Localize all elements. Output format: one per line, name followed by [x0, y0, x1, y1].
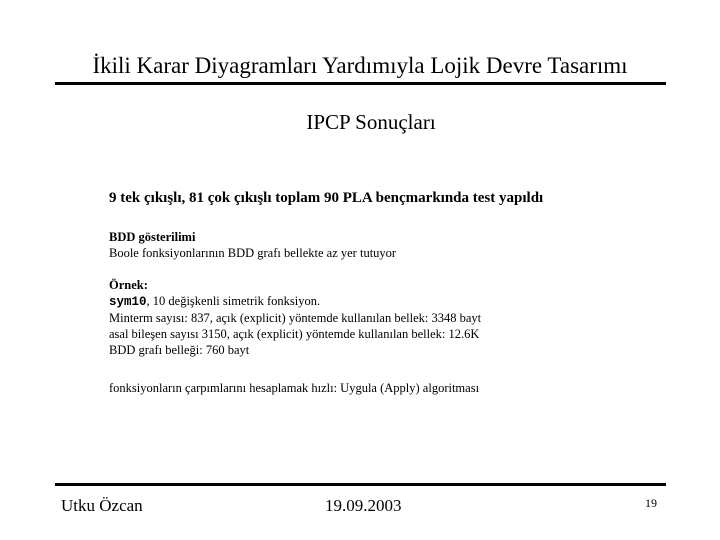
bdd-memory-line: BDD grafı belleği: 760 bayt — [109, 343, 250, 357]
example-heading: Örnek: — [109, 278, 148, 292]
footer-date: 19.09.2003 — [325, 496, 402, 515]
bdd-block — [109, 229, 396, 261]
bdd-heading: BDD gösterilimi — [109, 230, 196, 244]
footer-divider — [55, 483, 666, 486]
slide-title: İkili Karar Diyagramları Yardımıyla Lojik Devre Tasarımı — [92, 53, 628, 78]
example-block — [109, 277, 481, 358]
apply-line: fonksiyonların çarpımlarını hesaplamak hızlı: Uygula (Apply) algoritması — [109, 381, 480, 395]
lead-statement: 9 tek çıkışlı, 81 çok çıkışlı toplam 90 PLA bençmarkında test yapıldı — [109, 190, 544, 206]
section-title: IPCP Sonuçları — [306, 110, 436, 134]
page-number: 19 — [645, 496, 657, 510]
prime-implicant-line: asal bileşen sayısı 3150, açık (explicit) yöntemde kullanılan bellek: 12.6K — [109, 327, 480, 341]
bdd-text: Boole fonksiyonlarının BDD grafı bellekte az yer tutuyor — [109, 246, 397, 260]
function-description: , 10 değişkenli simetrik fonksiyon. — [146, 294, 321, 308]
example-function-line — [109, 293, 481, 310]
footer-author: Utku Özcan — [61, 496, 143, 515]
title-divider — [55, 82, 666, 85]
function-name: sym10 — [109, 295, 147, 309]
minterm-line: Minterm sayısı: 837, açık (explicit) yöntemde kullanılan bellek: 3348 bayt — [109, 311, 482, 325]
